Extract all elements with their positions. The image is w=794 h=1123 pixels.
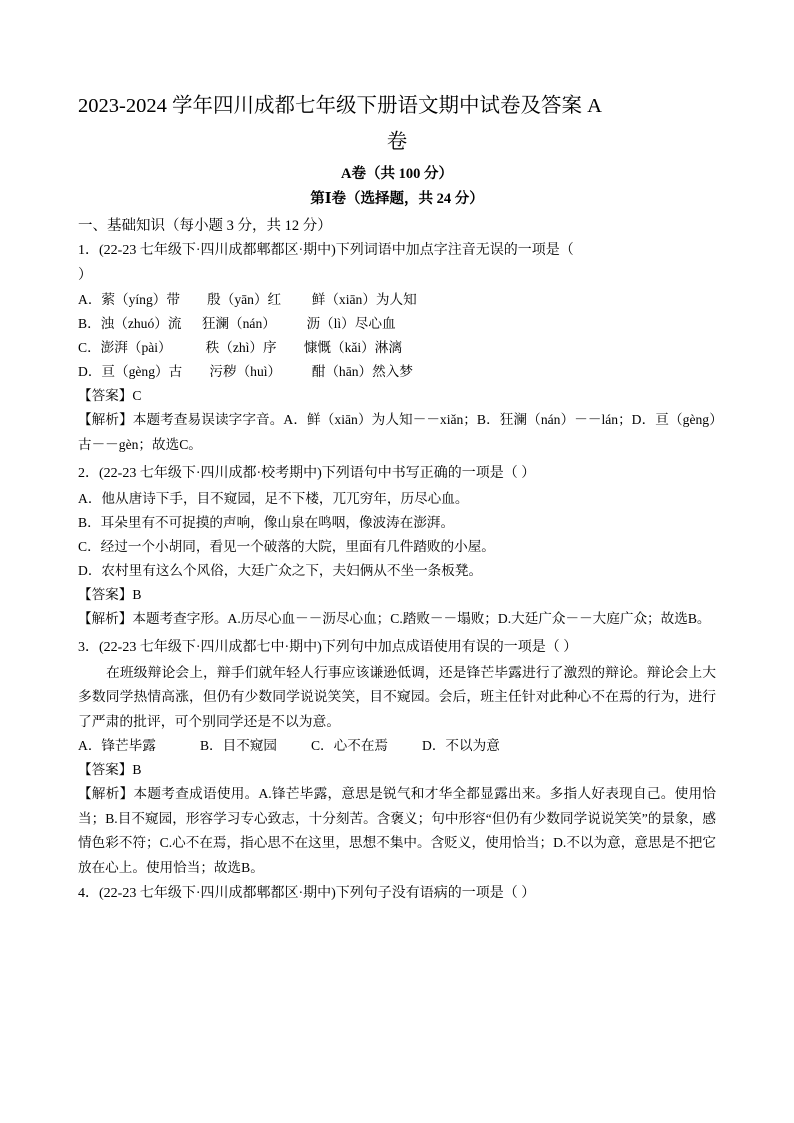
option-item: A．锋芒毕露 B．目不窥园 C．心不在焉 D．不以为意 [78,738,500,753]
answer-label: 【答案】C [78,388,142,403]
question-stem: 2．(22-23 七年级下·四川成都·校考期中)下列语句中书写正确的一项是（ ） [78,466,536,481]
option-item: C．澎湃（pài） 秩（zhì）序 慷慨（kǎi）淋漓 [78,340,402,355]
question-stem: 1．(22-23 七年级下·四川成都郫都区·期中)下列词语中加点字注音无误的一项是（ [78,243,574,258]
title-line-2: 卷 [386,131,408,153]
explanation-text: 【解析】本题考查易误读字字音。A．鲜（xiān）为人知－－xiǎn；B．狂澜（nán）－－lán；D．亘（gèng）古－－gèn；故选C。 [78,412,716,452]
option-item: C．经过一个小胡同，看见一个破落的大院，里面有几件踏败的小屋。 [78,538,495,554]
option-item: B．浊（zhuó）流 狂澜（nán） 沥（lì）尽心血 [78,316,396,331]
option-item: A．萦（yíng）带 殷（yān）红 鲜（xiān）为人知 [78,292,417,307]
question-stem-cont: ） [78,267,92,283]
title-line-1: 2023-2024 学年四川成都七年级下册语文期中试卷及答案 A [78,95,602,117]
option-item: D．农村里有这么个风俗，大廷广众之下，夫妇俩从不坐一条板凳。 [78,562,483,578]
page-title [78,88,716,160]
question-stem: 4．(22-23 七年级下·四川成都郫都区·期中)下列句子没有语病的一项是（ ） [78,886,536,901]
section-label: 第Ⅰ卷（选择题，共 24 分） [310,191,484,207]
question-stem: 3．(22-23 七年级下·四川成都七中·期中)下列句中加点成语使用有误的一项是（ ） [78,640,578,655]
explanation-text: 【解析】本题考查成语使用。A.锋芒毕露，意思是锐气和才华全都显露出来。多指人好表现自己。使用恰当；B.目不窥园，形容学习专心致志，十分刻苦。含褒义；句中形容“但仍有少数同学说说笑笑”的景象，感情色彩不符；C.心不在焉，指心思不在这里，思想不集中。含贬义，使用恰当；D.不以为意，意思是不把它放在心上。使用恰当；故选B。 [78,786,716,875]
option-item: D．亘（gèng）古 污秽（huì） 酣（hān）然入梦 [78,364,413,379]
answer-label: 【答案】B [78,762,142,777]
option-item: A．他从唐诗下手，目不窥园，足不下楼，兀兀穷年，历尽心血。 [78,490,469,506]
question-passage: 在班级辩论会上，辩手们就年轻人行事应该谦逊低调，还是锋芒毕露进行了激烈的辩论。辩论会上大多数同学热情高涨，但仍有少数同学说说笑笑，目不窥园。会后，班主任针对此种心不在焉的行为，进行了严肃的批评，可个别同学还是不以为意。 [78,664,716,729]
part-one-heading: 一、基础知识（每小题 3 分，共 12 分） [78,218,332,234]
option-item: B．耳朵里有不可捉摸的声响，像山泉在鸣咽，像波涛在澎湃。 [78,514,455,530]
explanation-text: 【解析】本题考查字形。A.历尽心血－－沥尽心血；C.踏败－－塌败；D.大廷广众－－大庭广众；故选B。 [78,610,711,626]
answer-label: 【答案】B [78,586,142,602]
paper-label: A卷（共 100 分） [341,166,453,182]
